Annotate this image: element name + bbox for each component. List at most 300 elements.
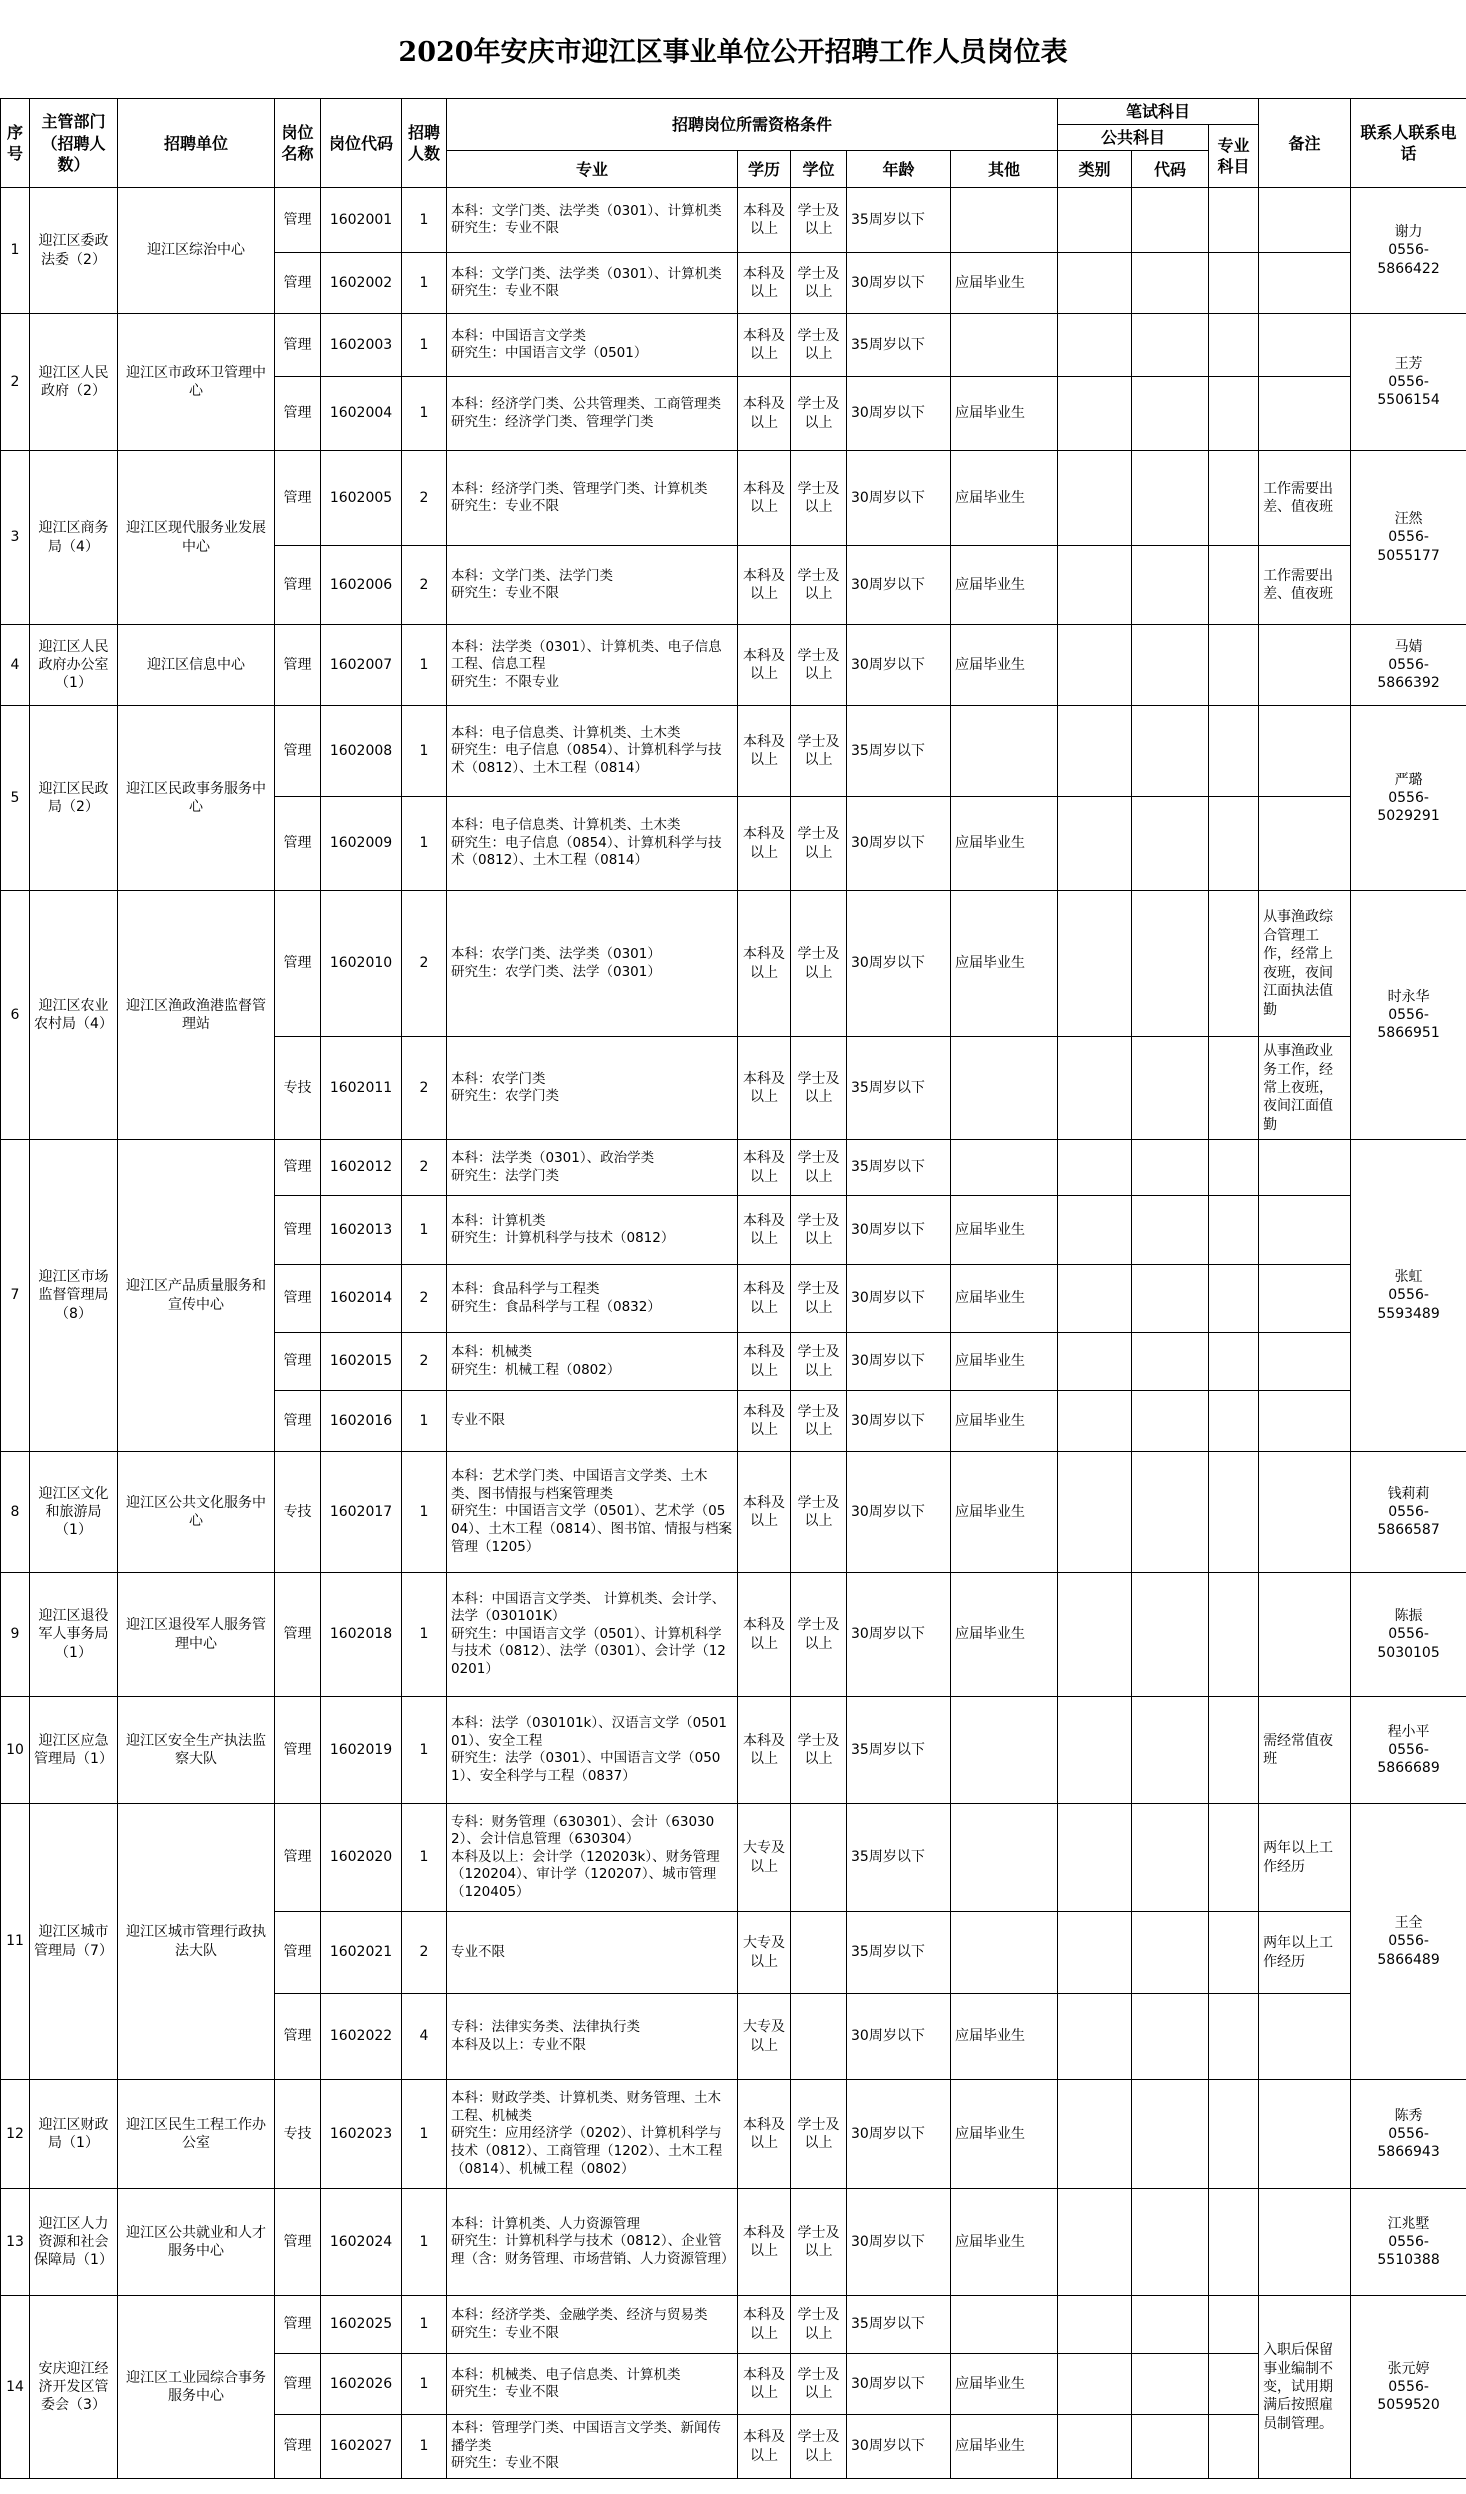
degree-cell: 学士及以上 [791, 1140, 847, 1196]
table-row [1, 2296, 1466, 2354]
post-code-cell: 1602023 [321, 2080, 402, 2189]
age-cell: 30周岁以下 [847, 1391, 951, 1452]
post-code-cell: 1602009 [321, 797, 402, 891]
post-code-cell: 1602020 [321, 1804, 402, 1912]
other-cell: 应届毕业生 [951, 2415, 1058, 2479]
post-name-cell: 专技 [275, 1037, 321, 1140]
header-major: 专业 [447, 151, 738, 188]
contact-cell: 时永华 0556- 5866951 [1351, 891, 1466, 1140]
other-cell: 应届毕业生 [951, 1452, 1058, 1573]
remarks-cell [1259, 1452, 1351, 1573]
code-cell [1132, 1994, 1209, 2080]
degree-cell: 学士及以上 [791, 377, 847, 451]
table-row [1, 1452, 1466, 1573]
education-cell: 本科及以上 [738, 188, 791, 253]
age-cell: 30周岁以下 [847, 2189, 951, 2296]
remarks-cell [1259, 188, 1351, 253]
count-cell: 2 [402, 1265, 447, 1333]
table-row [1, 625, 1466, 706]
post-code-cell: 1602012 [321, 1140, 402, 1196]
degree-cell [791, 1804, 847, 1912]
post-name-cell: 管理 [275, 1333, 321, 1391]
unit-cell: 迎江区信息中心 [118, 625, 275, 706]
code-cell [1132, 2354, 1209, 2415]
table-row [1, 451, 1466, 546]
contact-cell: 张元婷 0556- 5059520 [1351, 2296, 1466, 2479]
degree-cell: 学士及以上 [791, 2415, 847, 2479]
dept-cell: 迎江区城市管理局（7） [30, 1804, 118, 2080]
recruitment-table [0, 98, 1466, 2479]
remarks-cell: 从事渔政业务工作，经常上夜班，夜间江面值勤 [1259, 1037, 1351, 1140]
category-cell [1058, 2189, 1132, 2296]
degree-cell: 学士及以上 [791, 1196, 847, 1265]
code-cell [1132, 2415, 1209, 2479]
contact-cell: 江兆墅 0556- 5510388 [1351, 2189, 1466, 2296]
unit-cell: 迎江区综治中心 [118, 188, 275, 314]
degree-cell: 学士及以上 [791, 1391, 847, 1452]
dept-cell: 迎江区财政局（1） [30, 2080, 118, 2189]
age-cell: 30周岁以下 [847, 1573, 951, 1697]
unit-cell: 迎江区安全生产执法监察大队 [118, 1697, 275, 1804]
category-cell [1058, 797, 1132, 891]
degree-cell: 学士及以上 [791, 2189, 847, 2296]
contact-cell: 钱莉莉 0556- 5866587 [1351, 1452, 1466, 1573]
other-cell: 应届毕业生 [951, 1265, 1058, 1333]
major-cell: 本科：经济学类、金融学类、经济与贸易类 研究生：专业不限 [447, 2296, 738, 2354]
category-cell [1058, 1912, 1132, 1994]
table-row [1, 891, 1466, 1037]
major-cell: 专科：法律实务类、法律执行类 本科及以上：专业不限 [447, 1994, 738, 2080]
degree-cell: 学士及以上 [791, 314, 847, 377]
seq-cell: 8 [1, 1452, 30, 1573]
count-cell: 1 [402, 2080, 447, 2189]
unit-cell: 迎江区民政事务服务中心 [118, 706, 275, 891]
table-row [1, 314, 1466, 377]
post-name-cell: 管理 [275, 1140, 321, 1196]
post-code-cell: 1602008 [321, 706, 402, 797]
header-seq: 序号 [1, 99, 30, 188]
remarks-cell [1259, 1573, 1351, 1697]
education-cell: 本科及以上 [738, 1140, 791, 1196]
dept-cell: 迎江区退役军人事务局（1） [30, 1573, 118, 1697]
degree-cell: 学士及以上 [791, 625, 847, 706]
post-name-cell: 管理 [275, 546, 321, 625]
seq-cell: 13 [1, 2189, 30, 2296]
unit-cell: 迎江区城市管理行政执法大队 [118, 1804, 275, 2080]
remarks-cell [1259, 1391, 1351, 1452]
other-cell [951, 314, 1058, 377]
code-cell [1132, 1265, 1209, 1333]
count-cell: 1 [402, 1452, 447, 1573]
header-degree: 学位 [791, 151, 847, 188]
major-cell: 本科：中国语言文学类、 计算机类、会计学、法学（030101K） 研究生：中国语言文学（0501）、计算机科学与技术（0812）、法学（0301）、会计学（120201） [447, 1573, 738, 1697]
other-cell [951, 1912, 1058, 1994]
age-cell: 35周岁以下 [847, 1804, 951, 1912]
education-cell: 本科及以上 [738, 1391, 791, 1452]
category-cell [1058, 625, 1132, 706]
post-name-cell: 管理 [275, 2354, 321, 2415]
table-body [1, 188, 1466, 2479]
count-cell: 1 [402, 314, 447, 377]
code-cell [1132, 253, 1209, 314]
count-cell: 1 [402, 797, 447, 891]
remarks-cell: 从事渔政综合管理工作，经常上夜班，夜间江面执法值勤 [1259, 891, 1351, 1037]
age-cell: 35周岁以下 [847, 188, 951, 253]
dept-cell: 迎江区人民政府（2） [30, 314, 118, 451]
other-cell [951, 1697, 1058, 1804]
post-code-cell: 1602016 [321, 1391, 402, 1452]
age-cell: 30周岁以下 [847, 377, 951, 451]
age-cell: 30周岁以下 [847, 2080, 951, 2189]
remarks-cell: 需经常值夜班 [1259, 1697, 1351, 1804]
header-remarks: 备注 [1259, 99, 1351, 188]
unit-cell: 迎江区现代服务业发展中心 [118, 451, 275, 625]
seq-cell: 11 [1, 1804, 30, 2080]
category-cell [1058, 546, 1132, 625]
other-cell: 应届毕业生 [951, 451, 1058, 546]
code-cell [1132, 891, 1209, 1037]
code-cell [1132, 1037, 1209, 1140]
major-cell: 本科：农学门类、法学类（0301） 研究生：农学门类、法学（0301） [447, 891, 738, 1037]
education-cell: 本科及以上 [738, 1452, 791, 1573]
age-cell: 35周岁以下 [847, 1140, 951, 1196]
other-cell: 应届毕业生 [951, 1573, 1058, 1697]
age-cell: 30周岁以下 [847, 797, 951, 891]
dept-cell: 迎江区农业农村局（4） [30, 891, 118, 1140]
education-cell: 本科及以上 [738, 625, 791, 706]
remarks-cell: 入职后保留事业编制不变，试用期满后按照雇员制管理。 [1259, 2296, 1351, 2479]
professional-subject-cell [1209, 253, 1259, 314]
post-name-cell: 管理 [275, 891, 321, 1037]
other-cell [951, 706, 1058, 797]
age-cell: 35周岁以下 [847, 314, 951, 377]
major-cell: 本科：文学门类、法学门类 研究生：专业不限 [447, 546, 738, 625]
contact-cell: 严璐 0556- 5029291 [1351, 706, 1466, 891]
table-row [1, 1804, 1466, 1912]
unit-cell: 迎江区渔政渔港监督管理站 [118, 891, 275, 1140]
dept-cell: 迎江区委政法委（2） [30, 188, 118, 314]
category-cell [1058, 2296, 1132, 2354]
contact-cell: 王全 0556- 5866489 [1351, 1804, 1466, 2080]
post-code-cell: 1602013 [321, 1196, 402, 1265]
remarks-cell [1259, 1196, 1351, 1265]
education-cell: 本科及以上 [738, 2296, 791, 2354]
post-code-cell: 1602017 [321, 1452, 402, 1573]
category-cell [1058, 451, 1132, 546]
code-cell [1132, 1573, 1209, 1697]
category-cell [1058, 1391, 1132, 1452]
degree-cell: 学士及以上 [791, 2080, 847, 2189]
age-cell: 30周岁以下 [847, 1265, 951, 1333]
post-name-cell: 管理 [275, 377, 321, 451]
age-cell: 30周岁以下 [847, 1333, 951, 1391]
count-cell: 1 [402, 2296, 447, 2354]
category-cell [1058, 891, 1132, 1037]
page-title: 2020年安庆市迎江区事业单位公开招聘工作人员岗位表 [398, 36, 1068, 68]
dept-cell: 迎江区应急管理局（1） [30, 1697, 118, 1804]
major-cell: 本科：计算机类 研究生：计算机科学与技术（0812） [447, 1196, 738, 1265]
header-dept: 主管部门（招聘人数） [30, 99, 118, 188]
post-name-cell: 专技 [275, 1452, 321, 1573]
contact-cell: 陈秀 0556- 5866943 [1351, 2080, 1466, 2189]
header-unit: 招聘单位 [118, 99, 275, 188]
code-cell [1132, 797, 1209, 891]
header-public-subject: 公共科目 [1058, 125, 1209, 151]
contact-cell: 王芳 0556- 5506154 [1351, 314, 1466, 451]
count-cell: 1 [402, 1573, 447, 1697]
count-cell: 2 [402, 1037, 447, 1140]
professional-subject-cell [1209, 2354, 1259, 2415]
unit-cell: 迎江区民生工程工作办公室 [118, 2080, 275, 2189]
major-cell: 专业不限 [447, 1391, 738, 1452]
category-cell [1058, 1573, 1132, 1697]
professional-subject-cell [1209, 2296, 1259, 2354]
professional-subject-cell [1209, 188, 1259, 253]
degree-cell: 学士及以上 [791, 797, 847, 891]
education-cell: 本科及以上 [738, 1265, 791, 1333]
post-name-cell: 管理 [275, 314, 321, 377]
other-cell: 应届毕业生 [951, 377, 1058, 451]
code-cell [1132, 1140, 1209, 1196]
remarks-cell [1259, 377, 1351, 451]
code-cell [1132, 546, 1209, 625]
education-cell: 本科及以上 [738, 314, 791, 377]
major-cell: 本科：艺术学门类、中国语言文学类、土木类、图书情报与档案管理类 研究生：中国语言文学（0501）、艺术学（0504）、土木工程（0814）、图书馆、情报与档案管理（1205） [447, 1452, 738, 1573]
post-name-cell: 管理 [275, 1391, 321, 1452]
category-cell [1058, 1196, 1132, 1265]
code-cell [1132, 1912, 1209, 1994]
education-cell: 大专及以上 [738, 1912, 791, 1994]
header-contact: 联系人联系电话 [1351, 99, 1466, 188]
dept-cell: 迎江区人力资源和社会保障局（1） [30, 2189, 118, 2296]
code-cell [1132, 1452, 1209, 1573]
unit-cell: 迎江区公共文化服务中心 [118, 1452, 275, 1573]
header-post-name: 岗位名称 [275, 99, 321, 188]
post-name-cell: 管理 [275, 1573, 321, 1697]
education-cell: 本科及以上 [738, 1037, 791, 1140]
table-header [1, 99, 1466, 188]
post-name-cell: 管理 [275, 1804, 321, 1912]
professional-subject-cell [1209, 546, 1259, 625]
age-cell: 35周岁以下 [847, 2296, 951, 2354]
major-cell: 本科：法学类（0301）、计算机类、电子信息工程、信息工程 研究生：不限专业 [447, 625, 738, 706]
seq-cell: 2 [1, 314, 30, 451]
professional-subject-cell [1209, 1265, 1259, 1333]
degree-cell: 学士及以上 [791, 2296, 847, 2354]
education-cell: 本科及以上 [738, 2080, 791, 2189]
age-cell: 30周岁以下 [847, 253, 951, 314]
other-cell: 应届毕业生 [951, 2354, 1058, 2415]
remarks-cell [1259, 2189, 1351, 2296]
table-row [1, 1140, 1466, 1196]
post-name-cell: 管理 [275, 2415, 321, 2479]
post-name-cell: 管理 [275, 2189, 321, 2296]
age-cell: 30周岁以下 [847, 546, 951, 625]
contact-cell: 陈振 0556- 5030105 [1351, 1573, 1466, 1697]
post-code-cell: 1602011 [321, 1037, 402, 1140]
post-code-cell: 1602021 [321, 1912, 402, 1994]
other-cell: 应届毕业生 [951, 1391, 1058, 1452]
degree-cell: 学士及以上 [791, 546, 847, 625]
degree-cell [791, 1994, 847, 2080]
header-age: 年龄 [847, 151, 951, 188]
degree-cell: 学士及以上 [791, 253, 847, 314]
code-cell [1132, 188, 1209, 253]
unit-cell: 迎江区市政环卫管理中心 [118, 314, 275, 451]
post-name-cell: 管理 [275, 188, 321, 253]
category-cell [1058, 1697, 1132, 1804]
professional-subject-cell [1209, 2415, 1259, 2479]
remarks-cell: 两年以上工作经历 [1259, 1804, 1351, 1912]
post-name-cell: 管理 [275, 1697, 321, 1804]
major-cell: 本科：农学门类 研究生：农学门类 [447, 1037, 738, 1140]
professional-subject-cell [1209, 2189, 1259, 2296]
count-cell: 1 [402, 1804, 447, 1912]
category-cell [1058, 188, 1132, 253]
post-code-cell: 1602014 [321, 1265, 402, 1333]
professional-subject-cell [1209, 1391, 1259, 1452]
header-other: 其他 [951, 151, 1058, 188]
professional-subject-cell [1209, 797, 1259, 891]
table-row [1, 1573, 1466, 1697]
code-cell [1132, 314, 1209, 377]
unit-cell: 迎江区工业园综合事务服务中心 [118, 2296, 275, 2479]
count-cell: 1 [402, 1391, 447, 1452]
professional-subject-cell [1209, 1037, 1259, 1140]
count-cell: 1 [402, 2189, 447, 2296]
dept-cell: 迎江区人民政府办公室（1） [30, 625, 118, 706]
post-code-cell: 1602026 [321, 2354, 402, 2415]
education-cell: 本科及以上 [738, 797, 791, 891]
post-name-cell: 管理 [275, 1196, 321, 1265]
count-cell: 1 [402, 1697, 447, 1804]
category-cell [1058, 1994, 1132, 2080]
contact-cell: 程小平 0556- 5866689 [1351, 1697, 1466, 1804]
remarks-cell: 工作需要出差、值夜班 [1259, 546, 1351, 625]
code-cell [1132, 377, 1209, 451]
category-cell [1058, 2415, 1132, 2479]
professional-subject-cell [1209, 625, 1259, 706]
education-cell: 大专及以上 [738, 1804, 791, 1912]
education-cell: 本科及以上 [738, 2354, 791, 2415]
remarks-cell [1259, 2080, 1351, 2189]
remarks-cell: 两年以上工作经历 [1259, 1912, 1351, 1994]
degree-cell: 学士及以上 [791, 891, 847, 1037]
professional-subject-cell [1209, 1573, 1259, 1697]
post-name-cell: 管理 [275, 1994, 321, 2080]
dept-cell: 迎江区民政局（2） [30, 706, 118, 891]
contact-cell: 谢力 0556- 5866422 [1351, 188, 1466, 314]
age-cell: 30周岁以下 [847, 1452, 951, 1573]
degree-cell: 学士及以上 [791, 1333, 847, 1391]
major-cell: 本科：文学门类、法学类（0301）、计算机类 研究生：专业不限 [447, 188, 738, 253]
other-cell [951, 2296, 1058, 2354]
count-cell: 1 [402, 188, 447, 253]
major-cell: 本科：电子信息类、计算机类、土木类 研究生：电子信息（0854）、计算机科学与技术（0812）、土木工程（0814） [447, 706, 738, 797]
post-name-cell: 专技 [275, 2080, 321, 2189]
seq-cell: 14 [1, 2296, 30, 2479]
category-cell [1058, 253, 1132, 314]
major-cell: 本科：电子信息类、计算机类、土木类 研究生：电子信息（0854）、计算机科学与技术（0812）、土木工程（0814） [447, 797, 738, 891]
major-cell: 本科：经济学门类、公共管理类、工商管理类 研究生：经济学门类、管理学门类 [447, 377, 738, 451]
seq-cell: 9 [1, 1573, 30, 1697]
post-name-cell: 管理 [275, 797, 321, 891]
post-code-cell: 1602007 [321, 625, 402, 706]
header-written-subjects: 笔试科目 [1058, 99, 1259, 125]
post-code-cell: 1602002 [321, 253, 402, 314]
category-cell [1058, 1265, 1132, 1333]
degree-cell: 学士及以上 [791, 1697, 847, 1804]
major-cell: 本科：法学类（0301）、政治学类 研究生：法学门类 [447, 1140, 738, 1196]
category-cell [1058, 1333, 1132, 1391]
code-cell [1132, 1804, 1209, 1912]
post-code-cell: 1602001 [321, 188, 402, 253]
remarks-cell [1259, 1994, 1351, 2080]
major-cell: 本科：法学（030101k）、汉语言文学（050101）、安全工程 研究生：法学（0301）、中国语言文学（0501）、安全科学与工程（0837） [447, 1697, 738, 1804]
age-cell: 30周岁以下 [847, 1196, 951, 1265]
post-code-cell: 1602006 [321, 546, 402, 625]
age-cell: 35周岁以下 [847, 706, 951, 797]
major-cell: 本科：机械类、电子信息类、计算机类 研究生：专业不限 [447, 2354, 738, 2415]
count-cell: 2 [402, 1140, 447, 1196]
category-cell [1058, 1452, 1132, 1573]
age-cell: 30周岁以下 [847, 891, 951, 1037]
education-cell: 本科及以上 [738, 1697, 791, 1804]
remarks-cell [1259, 1140, 1351, 1196]
major-cell: 本科：文学门类、法学类（0301）、计算机类 研究生：专业不限 [447, 253, 738, 314]
count-cell: 2 [402, 451, 447, 546]
other-cell [951, 188, 1058, 253]
degree-cell [791, 1912, 847, 1994]
age-cell: 35周岁以下 [847, 1912, 951, 1994]
professional-subject-cell [1209, 891, 1259, 1037]
degree-cell: 学士及以上 [791, 1265, 847, 1333]
count-cell: 2 [402, 546, 447, 625]
category-cell [1058, 377, 1132, 451]
post-name-cell: 管理 [275, 1912, 321, 1994]
header-professional-subject: 专业科目 [1209, 125, 1259, 188]
category-cell [1058, 314, 1132, 377]
age-cell: 30周岁以下 [847, 2415, 951, 2479]
seq-cell: 3 [1, 451, 30, 625]
remarks-cell: 工作需要出差、值夜班 [1259, 451, 1351, 546]
count-cell: 4 [402, 1994, 447, 2080]
professional-subject-cell [1209, 1452, 1259, 1573]
dept-cell: 安庆迎江经济开发区管委会（3） [30, 2296, 118, 2479]
remarks-cell [1259, 1265, 1351, 1333]
age-cell: 35周岁以下 [847, 1037, 951, 1140]
major-cell: 本科：财政学类、计算机类、财务管理、土木工程、机械类 研究生：应用经济学（0202）、计算机科学与技术（0812）、工商管理（1202）、土木工程（0814）、机械工程（0802） [447, 2080, 738, 2189]
category-cell [1058, 1140, 1132, 1196]
professional-subject-cell [1209, 451, 1259, 546]
other-cell: 应届毕业生 [951, 2189, 1058, 2296]
unit-cell: 迎江区产品质量服务和宣传中心 [118, 1140, 275, 1452]
seq-cell: 7 [1, 1140, 30, 1452]
other-cell [951, 1804, 1058, 1912]
major-cell: 本科：中国语言文学类 研究生：中国语言文学（0501） [447, 314, 738, 377]
count-cell: 2 [402, 1912, 447, 1994]
count-cell: 1 [402, 2354, 447, 2415]
header-requirements: 招聘岗位所需资格条件 [447, 99, 1058, 151]
major-cell: 本科：经济学门类、管理学门类、计算机类 研究生：专业不限 [447, 451, 738, 546]
education-cell: 本科及以上 [738, 377, 791, 451]
post-code-cell: 1602005 [321, 451, 402, 546]
table-row [1, 2189, 1466, 2296]
dept-cell: 迎江区商务局（4） [30, 451, 118, 625]
contact-cell: 马婧 0556- 5866392 [1351, 625, 1466, 706]
age-cell: 30周岁以下 [847, 625, 951, 706]
remarks-cell [1259, 797, 1351, 891]
